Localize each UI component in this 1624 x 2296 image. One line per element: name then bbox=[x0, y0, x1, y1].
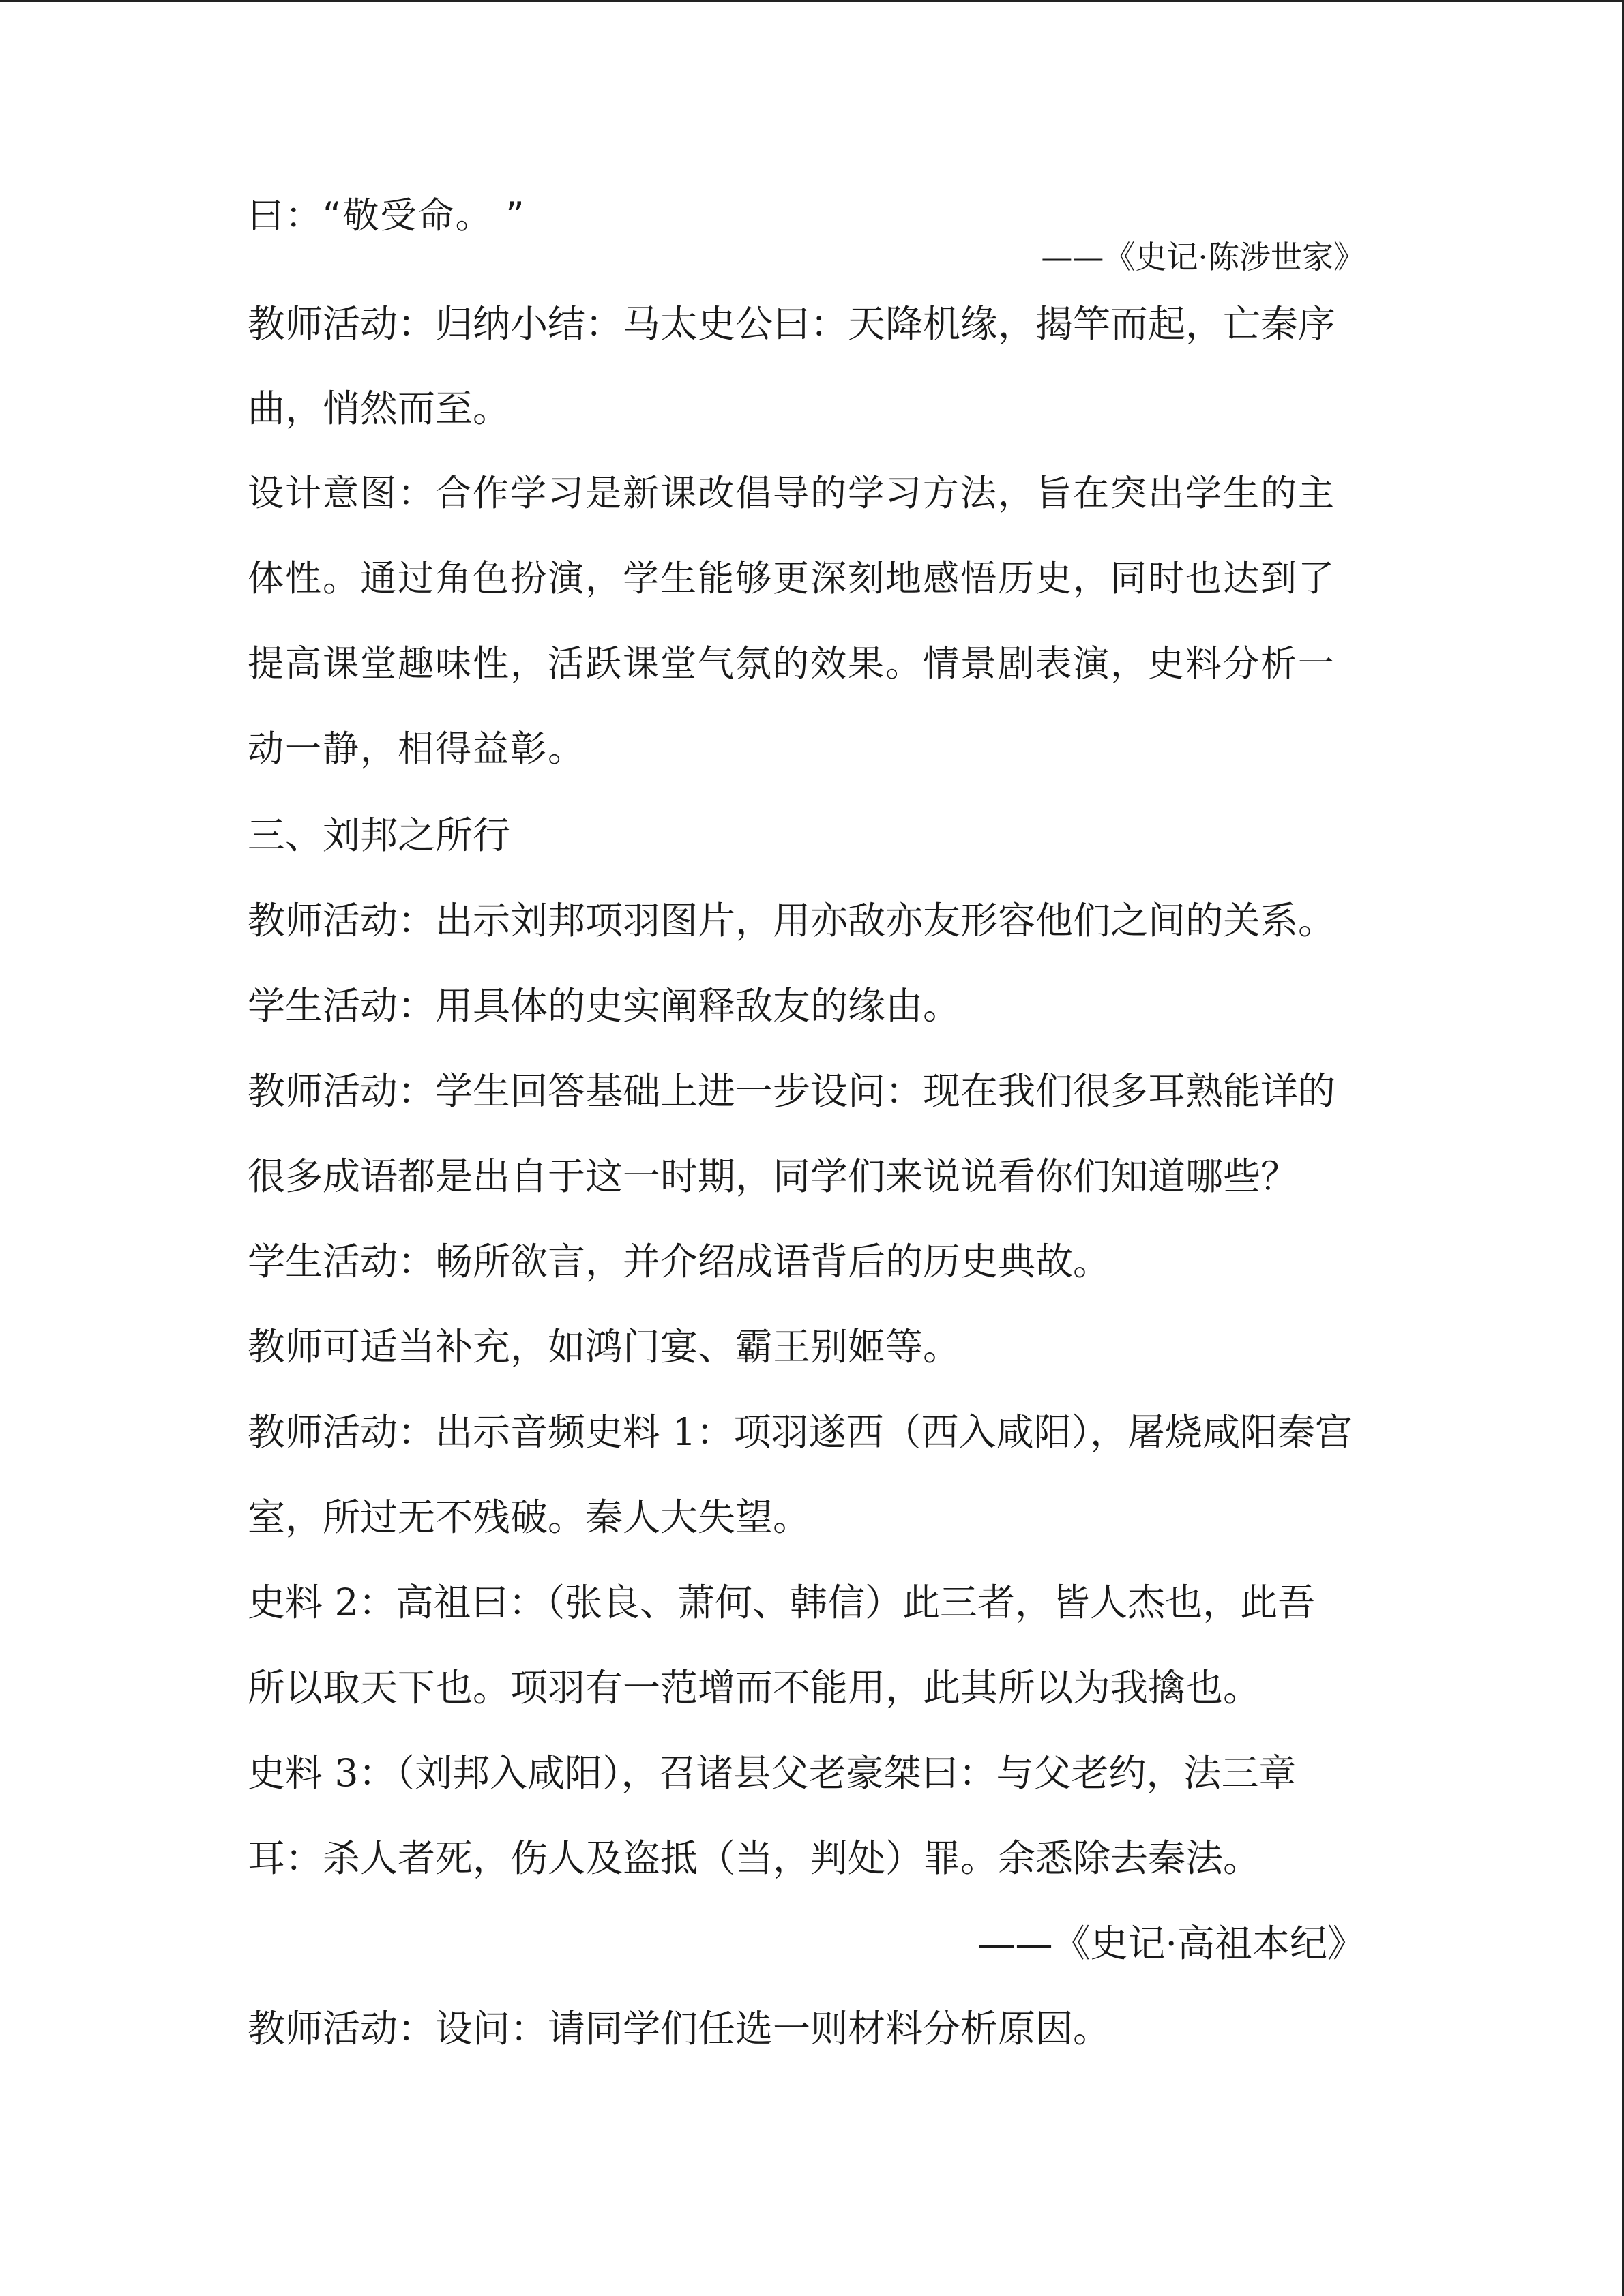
design-intent-line-4: 动一静，相得益彰。 bbox=[248, 728, 585, 770]
material-3-line-2: 耳：杀人者死，伤人及盗抵（当，判处）罪。余悉除去秦法。 bbox=[248, 1836, 1261, 1880]
citation-gaozu: ——《史记·高祖本纪》 bbox=[977, 1922, 1365, 1965]
teacher-final-question: 教师活动：设问：请同学们任选一则材料分析原因。 bbox=[248, 2007, 1111, 2051]
teacher-supplement: 教师可适当补充，如鸿门宴、霸王别姬等。 bbox=[248, 1325, 961, 1369]
design-intent-line-3: 提高课堂趣味性，活跃课堂气氛的效果。情景剧表演，史料分析一 bbox=[248, 643, 1335, 685]
design-intent-line-1: 设计意图：合作学习是新课改倡导的学习方法，旨在突出学生的主 bbox=[248, 473, 1335, 514]
page-border-top bbox=[0, 0, 1624, 2]
material-1-line-1: 教师活动：出示音频史料 1：项羽遂西（西入咸阳），屠烧咸阳秦宫 bbox=[248, 1410, 1353, 1454]
teacher-summary-line-1: 教师活动：归纳小结：马太史公曰：天降机缘，揭竿而起，亡秦序 bbox=[248, 302, 1336, 346]
material-2-line-1: 史料 2：高祖曰：（张良、萧何、韩信）此三者，皆人杰也，此吾 bbox=[248, 1581, 1315, 1624]
material-1-line-2: 室，所过无不残破。秦人大失望。 bbox=[248, 1495, 811, 1539]
student-activity-facts: 学生活动：用具体的史实阐释敌友的缘由。 bbox=[248, 984, 961, 1028]
quote-ending-line: 曰：“敬受命。 ” bbox=[248, 195, 526, 237]
teacher-activity-pictures: 教师活动：出示刘邦项羽图片，用亦敌亦友形容他们之间的关系。 bbox=[248, 899, 1336, 942]
student-activity-idioms: 学生活动：畅所欲言，并介绍成语背后的历史典故。 bbox=[248, 1240, 1111, 1283]
teacher-question-line-1: 教师活动：学生回答基础上进一步设问：现在我们很多耳熟能详的 bbox=[248, 1069, 1336, 1113]
teacher-question-line-2: 很多成语都是出自于这一时期，同学们来说说看你们知道哪些？ bbox=[248, 1154, 1299, 1198]
material-2-line-2: 所以取天下也。项羽有一范增而不能用，此其所以为我擒也。 bbox=[248, 1666, 1261, 1710]
material-3-line-1: 史料 3：（刘邦入咸阳），召诸县父老豪桀曰：与父老约，法三章 bbox=[248, 1751, 1297, 1795]
section-heading-3: 三、刘邦之所行 bbox=[248, 814, 511, 857]
design-intent-line-2: 体性。通过角色扮演，学生能够更深刻地感悟历史，同时也达到了 bbox=[248, 558, 1335, 599]
teacher-summary-line-2: 曲，悄然而至。 bbox=[248, 387, 511, 430]
citation-chenshe: ——《史记·陈涉世家》 bbox=[1041, 239, 1365, 275]
